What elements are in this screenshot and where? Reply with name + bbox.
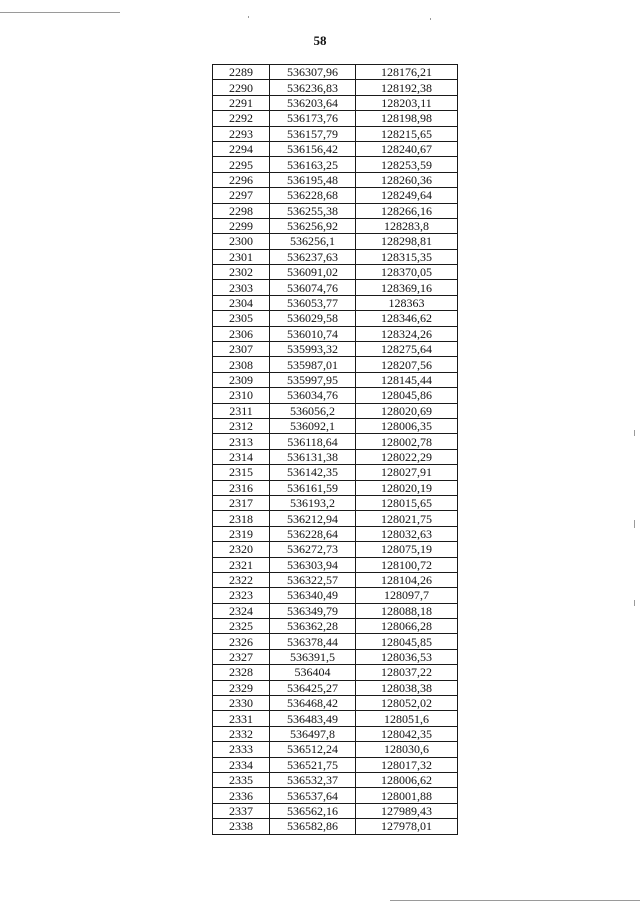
x-coordinate-cell: 536131,38: [270, 449, 356, 464]
point-number-cell: 2314: [213, 449, 270, 464]
point-number-cell: 2331: [213, 711, 270, 726]
scan-artifact-right-edge-3: [634, 600, 635, 606]
y-coordinate-cell: 128027,91: [356, 465, 458, 480]
table-row: [213, 665, 458, 680]
scan-artifact-right-edge-2: [634, 520, 635, 528]
point-number-cell: 2310: [213, 388, 270, 403]
y-coordinate-cell: 128203,11: [356, 95, 458, 110]
point-number-cell: 2300: [213, 234, 270, 249]
table-row: [213, 65, 458, 80]
x-coordinate-cell: 536362,28: [270, 619, 356, 634]
point-number-cell: 2307: [213, 342, 270, 357]
table-row: [213, 542, 458, 557]
table-row: [213, 265, 458, 280]
point-number-cell: 2332: [213, 726, 270, 741]
y-coordinate-cell: 128207,56: [356, 357, 458, 372]
y-coordinate-cell: 128283,8: [356, 218, 458, 233]
table-row: [213, 757, 458, 772]
y-coordinate-cell: 128088,18: [356, 603, 458, 618]
point-number-cell: 2330: [213, 696, 270, 711]
y-coordinate-cell: 128015,65: [356, 495, 458, 510]
x-coordinate-cell: 536307,96: [270, 65, 356, 80]
y-coordinate-cell: 128002,78: [356, 434, 458, 449]
point-number-cell: 2321: [213, 557, 270, 572]
point-number-cell: 2337: [213, 803, 270, 818]
x-coordinate-cell: 536228,64: [270, 526, 356, 541]
point-number-cell: 2305: [213, 311, 270, 326]
y-coordinate-cell: 128266,16: [356, 203, 458, 218]
table-row: [213, 634, 458, 649]
x-coordinate-cell: 536322,57: [270, 572, 356, 587]
table-row: [213, 511, 458, 526]
y-coordinate-cell: 128006,35: [356, 418, 458, 433]
x-coordinate-cell: 536303,94: [270, 557, 356, 572]
y-coordinate-cell: 128324,26: [356, 326, 458, 341]
point-number-cell: 2309: [213, 372, 270, 387]
x-coordinate-cell: 536582,86: [270, 819, 356, 834]
x-coordinate-cell: 536092,1: [270, 418, 356, 433]
x-coordinate-cell: 536532,37: [270, 772, 356, 787]
page-number: 58: [313, 33, 327, 48]
point-number-cell: 2299: [213, 218, 270, 233]
table-row: [213, 388, 458, 403]
x-coordinate-cell: 536521,75: [270, 757, 356, 772]
point-number-cell: 2292: [213, 111, 270, 126]
table-row: [213, 418, 458, 433]
x-coordinate-cell: 536056,2: [270, 403, 356, 418]
x-coordinate-cell: 536157,79: [270, 126, 356, 141]
y-coordinate-cell: 128298,81: [356, 234, 458, 249]
table-row: [213, 295, 458, 310]
point-number-cell: 2301: [213, 249, 270, 264]
table-row: [213, 495, 458, 510]
scan-artifact-top-tick: [248, 16, 249, 18]
x-coordinate-cell: 536404: [270, 665, 356, 680]
table-row: [213, 126, 458, 141]
point-number-cell: 2338: [213, 819, 270, 834]
y-coordinate-cell: 128240,67: [356, 141, 458, 156]
y-coordinate-cell: 127978,01: [356, 819, 458, 834]
y-coordinate-cell: 128315,35: [356, 249, 458, 264]
table-row: [213, 572, 458, 587]
point-number-cell: 2336: [213, 788, 270, 803]
point-number-cell: 2311: [213, 403, 270, 418]
scan-artifact-top-right: [430, 18, 431, 20]
y-coordinate-cell: 128037,22: [356, 665, 458, 680]
y-coordinate-cell: 128260,36: [356, 172, 458, 187]
y-coordinate-cell: 128100,72: [356, 557, 458, 572]
x-coordinate-cell: 536074,76: [270, 280, 356, 295]
y-coordinate-cell: 128045,86: [356, 388, 458, 403]
y-coordinate-cell: 128051,6: [356, 711, 458, 726]
y-coordinate-cell: 128017,32: [356, 757, 458, 772]
table-row: [213, 696, 458, 711]
table-row: [213, 788, 458, 803]
x-coordinate-cell: 536142,35: [270, 465, 356, 480]
x-coordinate-cell: 536468,42: [270, 696, 356, 711]
x-coordinate-cell: 536237,63: [270, 249, 356, 264]
x-coordinate-cell: 536425,27: [270, 680, 356, 695]
table-row: [213, 280, 458, 295]
y-coordinate-cell: 128369,16: [356, 280, 458, 295]
y-coordinate-cell: 128215,65: [356, 126, 458, 141]
x-coordinate-cell: 536349,79: [270, 603, 356, 618]
point-number-cell: 2324: [213, 603, 270, 618]
point-number-cell: 2328: [213, 665, 270, 680]
table-row: [213, 526, 458, 541]
table-row: [213, 603, 458, 618]
table-row: [213, 434, 458, 449]
x-coordinate-cell: 536010,74: [270, 326, 356, 341]
point-number-cell: 2329: [213, 680, 270, 695]
x-coordinate-cell: 536203,64: [270, 95, 356, 110]
point-number-cell: 2320: [213, 542, 270, 557]
table-row: [213, 234, 458, 249]
table-row: [213, 726, 458, 741]
y-coordinate-cell: 128075,19: [356, 542, 458, 557]
point-number-cell: 2297: [213, 188, 270, 203]
table-row: [213, 819, 458, 834]
table-row: [213, 95, 458, 110]
point-number-cell: 2318: [213, 511, 270, 526]
point-number-cell: 2327: [213, 649, 270, 664]
table-row: [213, 372, 458, 387]
x-coordinate-cell: 536391,5: [270, 649, 356, 664]
y-coordinate-cell: 127989,43: [356, 803, 458, 818]
x-coordinate-cell: 536228,68: [270, 188, 356, 203]
y-coordinate-cell: 128045,85: [356, 634, 458, 649]
x-coordinate-cell: 536378,44: [270, 634, 356, 649]
x-coordinate-cell: 535987,01: [270, 357, 356, 372]
point-number-cell: 2295: [213, 157, 270, 172]
x-coordinate-cell: 536483,49: [270, 711, 356, 726]
y-coordinate-cell: 128192,38: [356, 80, 458, 95]
point-number-cell: 2319: [213, 526, 270, 541]
y-coordinate-cell: 128030,6: [356, 742, 458, 757]
table-row: [213, 311, 458, 326]
y-coordinate-cell: 128370,05: [356, 265, 458, 280]
x-coordinate-cell: 536255,38: [270, 203, 356, 218]
y-coordinate-cell: 128346,62: [356, 311, 458, 326]
x-coordinate-cell: 536156,42: [270, 141, 356, 156]
table-row: [213, 111, 458, 126]
table-row: [213, 141, 458, 156]
point-number-cell: 2317: [213, 495, 270, 510]
point-number-cell: 2293: [213, 126, 270, 141]
table-row: [213, 480, 458, 495]
point-number-cell: 2326: [213, 634, 270, 649]
table-row: [213, 557, 458, 572]
x-coordinate-cell: 536236,83: [270, 80, 356, 95]
x-coordinate-cell: 536562,16: [270, 803, 356, 818]
table-row: [213, 357, 458, 372]
point-number-cell: 2325: [213, 619, 270, 634]
table-row: [213, 172, 458, 187]
table-row: [213, 218, 458, 233]
table-row: [213, 619, 458, 634]
point-number-cell: 2316: [213, 480, 270, 495]
y-coordinate-cell: 128104,26: [356, 572, 458, 587]
y-coordinate-cell: 128020,19: [356, 480, 458, 495]
point-number-cell: 2290: [213, 80, 270, 95]
x-coordinate-cell: 536212,94: [270, 511, 356, 526]
point-number-cell: 2302: [213, 265, 270, 280]
y-coordinate-cell: 128032,63: [356, 526, 458, 541]
y-coordinate-cell: 128097,7: [356, 588, 458, 603]
point-number-cell: 2333: [213, 742, 270, 757]
x-coordinate-cell: 536193,2: [270, 495, 356, 510]
point-number-cell: 2296: [213, 172, 270, 187]
point-number-cell: 2323: [213, 588, 270, 603]
table-row: [213, 403, 458, 418]
y-coordinate-cell: 128275,64: [356, 342, 458, 357]
y-coordinate-cell: 128020,69: [356, 403, 458, 418]
point-number-cell: 2294: [213, 141, 270, 156]
y-coordinate-cell: 128198,98: [356, 111, 458, 126]
y-coordinate-cell: 128036,53: [356, 649, 458, 664]
x-coordinate-cell: 536091,02: [270, 265, 356, 280]
point-number-cell: 2315: [213, 465, 270, 480]
y-coordinate-cell: 128038,38: [356, 680, 458, 695]
x-coordinate-cell: 536029,58: [270, 311, 356, 326]
x-coordinate-cell: 536272,73: [270, 542, 356, 557]
x-coordinate-cell: 536497,8: [270, 726, 356, 741]
x-coordinate-cell: 536195,48: [270, 172, 356, 187]
x-coordinate-cell: 535997,95: [270, 372, 356, 387]
y-coordinate-cell: 128176,21: [356, 65, 458, 80]
point-number-cell: 2304: [213, 295, 270, 310]
x-coordinate-cell: 536163,25: [270, 157, 356, 172]
y-coordinate-cell: 128022,29: [356, 449, 458, 464]
point-number-cell: 2334: [213, 757, 270, 772]
y-coordinate-cell: 128253,59: [356, 157, 458, 172]
x-coordinate-cell: 535993,32: [270, 342, 356, 357]
point-number-cell: 2289: [213, 65, 270, 80]
point-number-cell: 2306: [213, 326, 270, 341]
x-coordinate-cell: 536173,76: [270, 111, 356, 126]
x-coordinate-cell: 536340,49: [270, 588, 356, 603]
table-row: [213, 203, 458, 218]
table-row: [213, 711, 458, 726]
y-coordinate-cell: 128001,88: [356, 788, 458, 803]
point-number-cell: 2291: [213, 95, 270, 110]
table-row: [213, 449, 458, 464]
table-row: [213, 326, 458, 341]
coordinates-table-body: [213, 65, 458, 835]
x-coordinate-cell: 536034,76: [270, 388, 356, 403]
table-row: [213, 188, 458, 203]
table-row: [213, 249, 458, 264]
coordinates-table: [212, 64, 458, 835]
x-coordinate-cell: 536161,59: [270, 480, 356, 495]
y-coordinate-cell: 128042,35: [356, 726, 458, 741]
table-row: [213, 803, 458, 818]
point-number-cell: 2313: [213, 434, 270, 449]
y-coordinate-cell: 128249,64: [356, 188, 458, 203]
table-row: [213, 342, 458, 357]
point-number-cell: 2308: [213, 357, 270, 372]
table-row: [213, 649, 458, 664]
table-row: [213, 465, 458, 480]
y-coordinate-cell: 128006,62: [356, 772, 458, 787]
x-coordinate-cell: 536537,64: [270, 788, 356, 803]
x-coordinate-cell: 536118,64: [270, 434, 356, 449]
y-coordinate-cell: 128021,75: [356, 511, 458, 526]
point-number-cell: 2298: [213, 203, 270, 218]
point-number-cell: 2303: [213, 280, 270, 295]
table-row: [213, 157, 458, 172]
table-row: [213, 742, 458, 757]
x-coordinate-cell: 536256,92: [270, 218, 356, 233]
y-coordinate-cell: 128363: [356, 295, 458, 310]
table-row: [213, 80, 458, 95]
table-row: [213, 772, 458, 787]
scan-artifact-top-left: [0, 12, 120, 13]
table-row: [213, 680, 458, 695]
point-number-cell: 2312: [213, 418, 270, 433]
x-coordinate-cell: 536512,24: [270, 742, 356, 757]
y-coordinate-cell: 128052,02: [356, 696, 458, 711]
x-coordinate-cell: 536053,77: [270, 295, 356, 310]
scan-artifact-bottom: [390, 900, 640, 901]
y-coordinate-cell: 128145,44: [356, 372, 458, 387]
scan-artifact-right-edge-1: [634, 430, 635, 436]
table-row: [213, 588, 458, 603]
x-coordinate-cell: 536256,1: [270, 234, 356, 249]
point-number-cell: 2335: [213, 772, 270, 787]
y-coordinate-cell: 128066,28: [356, 619, 458, 634]
point-number-cell: 2322: [213, 572, 270, 587]
